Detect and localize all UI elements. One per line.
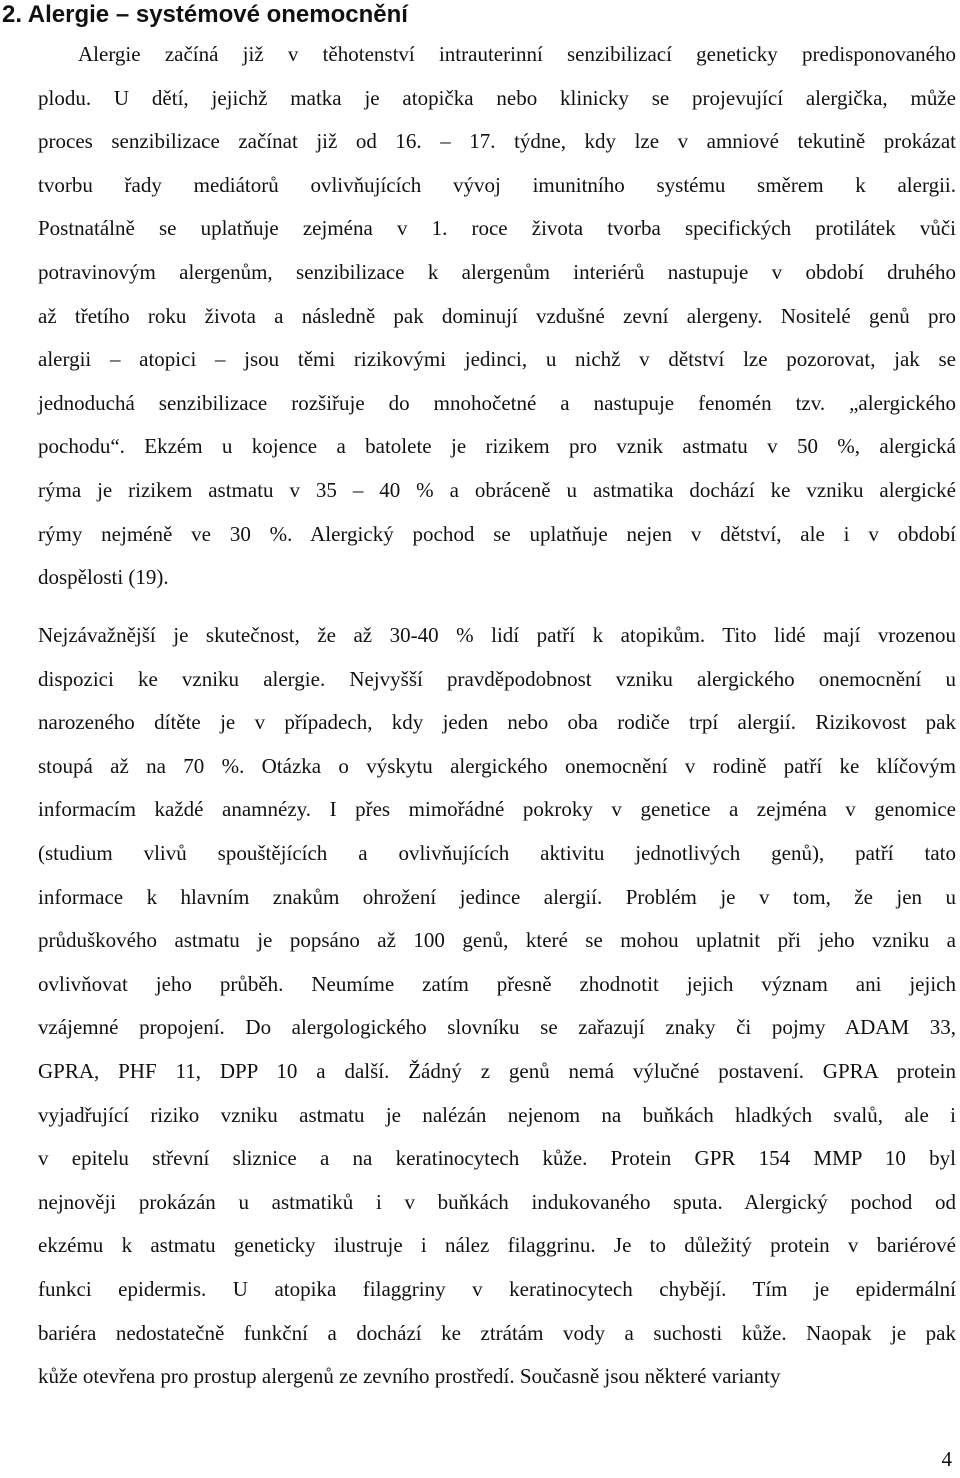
text-line: Postnatálně se uplatňuje zejména v 1. roce života tvorba specifických protilátek vůči: [38, 216, 956, 241]
text-line: průduškového astmatu je popsáno až 100 genů, které se mohou uplatnit při jeho vzniku a: [38, 928, 956, 953]
text-line: informacím každé anamnézy. I přes mimořádné pokroky v genetice a zejména v genomice: [38, 797, 956, 822]
text-line: dospělosti (19).: [38, 565, 169, 590]
text-line: plodu. U dětí, jejichž matka je atopička nebo klinicky se projevující alergička, může: [38, 85, 956, 110]
text-line: Nejzávažnější je skutečnost, že až 30-40 % lidí patří k atopikům. Tito lidé mají vrozenou: [38, 623, 956, 647]
text-line: proces senzibilizace začínat již od 16. – 17. týdne, kdy lze v amniové tekutině prokázat: [38, 129, 956, 154]
text-line: ovlivňovat jeho průběh. Neumíme zatím přesně zhodnotit jejich význam ani jejich: [38, 971, 956, 996]
text-line: funkci epidermis. U atopika filaggriny v keratinocytech chybějí. Tím je epidermální: [38, 1276, 956, 1301]
text-line: vzájemné propojení. Do alergologického slovníku se zařazují znaky či pojmy ADAM 33,: [38, 1015, 956, 1040]
text-line: informace k hlavním znakům ohrožení jedince alergií. Problém je v tom, že jen u: [38, 884, 956, 909]
text-line: v epitelu střevní sliznice a na keratinocytech kůže. Protein GPR 154 MMP 10 byl: [38, 1146, 956, 1171]
text-line: až třetího roku života a následně pak dominují vzdušné zevní alergeny. Nositelé genů pro: [38, 303, 956, 328]
text-line: dispozici ke vzniku alergie. Nejvyšší pravděpodobnost vzniku alergického onemocnění u: [38, 666, 956, 691]
text-line: rýmy nejméně ve 30 %. Alergický pochod se uplatňuje nejen v dětství, ale i v období: [38, 521, 956, 546]
paragraph-2: [38, 614, 956, 1399]
text-line: jednoduchá senzibilizace rozšiřuje do mnohočetné a nastupuje fenomén tzv. „alergického: [38, 390, 956, 415]
text-line: nejnověji prokázán u astmatiků i v buňkách indukovaného sputa. Alergický pochod od: [38, 1189, 956, 1214]
section-heading: 2. Alergie – systémové onemocnění: [2, 1, 408, 28]
text-line: rýma je rizikem astmatu v 35 – 40 % a obráceně u astmatika dochází ke vzniku alergické: [38, 477, 956, 502]
text-line: ekzému k astmatu geneticky ilustruje i nález filaggrinu. Je to důležitý protein v bariérové: [38, 1233, 956, 1258]
text-line: Alergie začíná již v těhotenství intrauterinní senzibilizací geneticky predisponovaného: [78, 42, 956, 66]
text-line: stoupá až na 70 %. Otázka o výskytu alergického onemocnění v rodině patří ke klíčovým: [38, 753, 956, 778]
text-line: pochodu“. Ekzém u kojence a batolete je rizikem pro vznik astmatu v 50 %, alergická: [38, 434, 956, 459]
page-number: 4: [941, 1447, 952, 1471]
text-line: kůže otevřena pro prostup alergenů ze zevního prostředí. Současně jsou některé varianty: [38, 1364, 781, 1389]
text-line: potravinovým alergenům, senzibilizace k alergenům interiérů nastupuje v období druhého: [38, 259, 956, 284]
text-line: alergii – atopici – jsou těmi rizikovými jedinci, u nichž v dětství lze pozorovat, jak se: [38, 347, 956, 372]
paragraph-1: [38, 33, 956, 600]
text-line: GPRA, PHF 11, DPP 10 a další. Žádný z genů nemá výlučné postavení. GPRA protein: [38, 1058, 956, 1083]
text-line: bariéra nedostatečně funkční a dochází ke ztrátám vody a suchosti kůže. Naopak je pak: [38, 1320, 956, 1345]
text-line: vyjadřující riziko vzniku astmatu je nalézán nejenom na buňkách hladkých svalů, ale i: [38, 1102, 956, 1127]
text-line: (studium vlivů spouštějících a ovlivňujících aktivitu jednotlivých genů), patří tato: [38, 840, 956, 865]
text-line: tvorbu řady mediátorů ovlivňujících vývoj imunitního systému směrem k alergii.: [38, 172, 956, 197]
text-line: narozeného dítěte je v případech, kdy jeden nebo oba rodiče trpí alergií. Rizikovost pak: [38, 710, 956, 735]
